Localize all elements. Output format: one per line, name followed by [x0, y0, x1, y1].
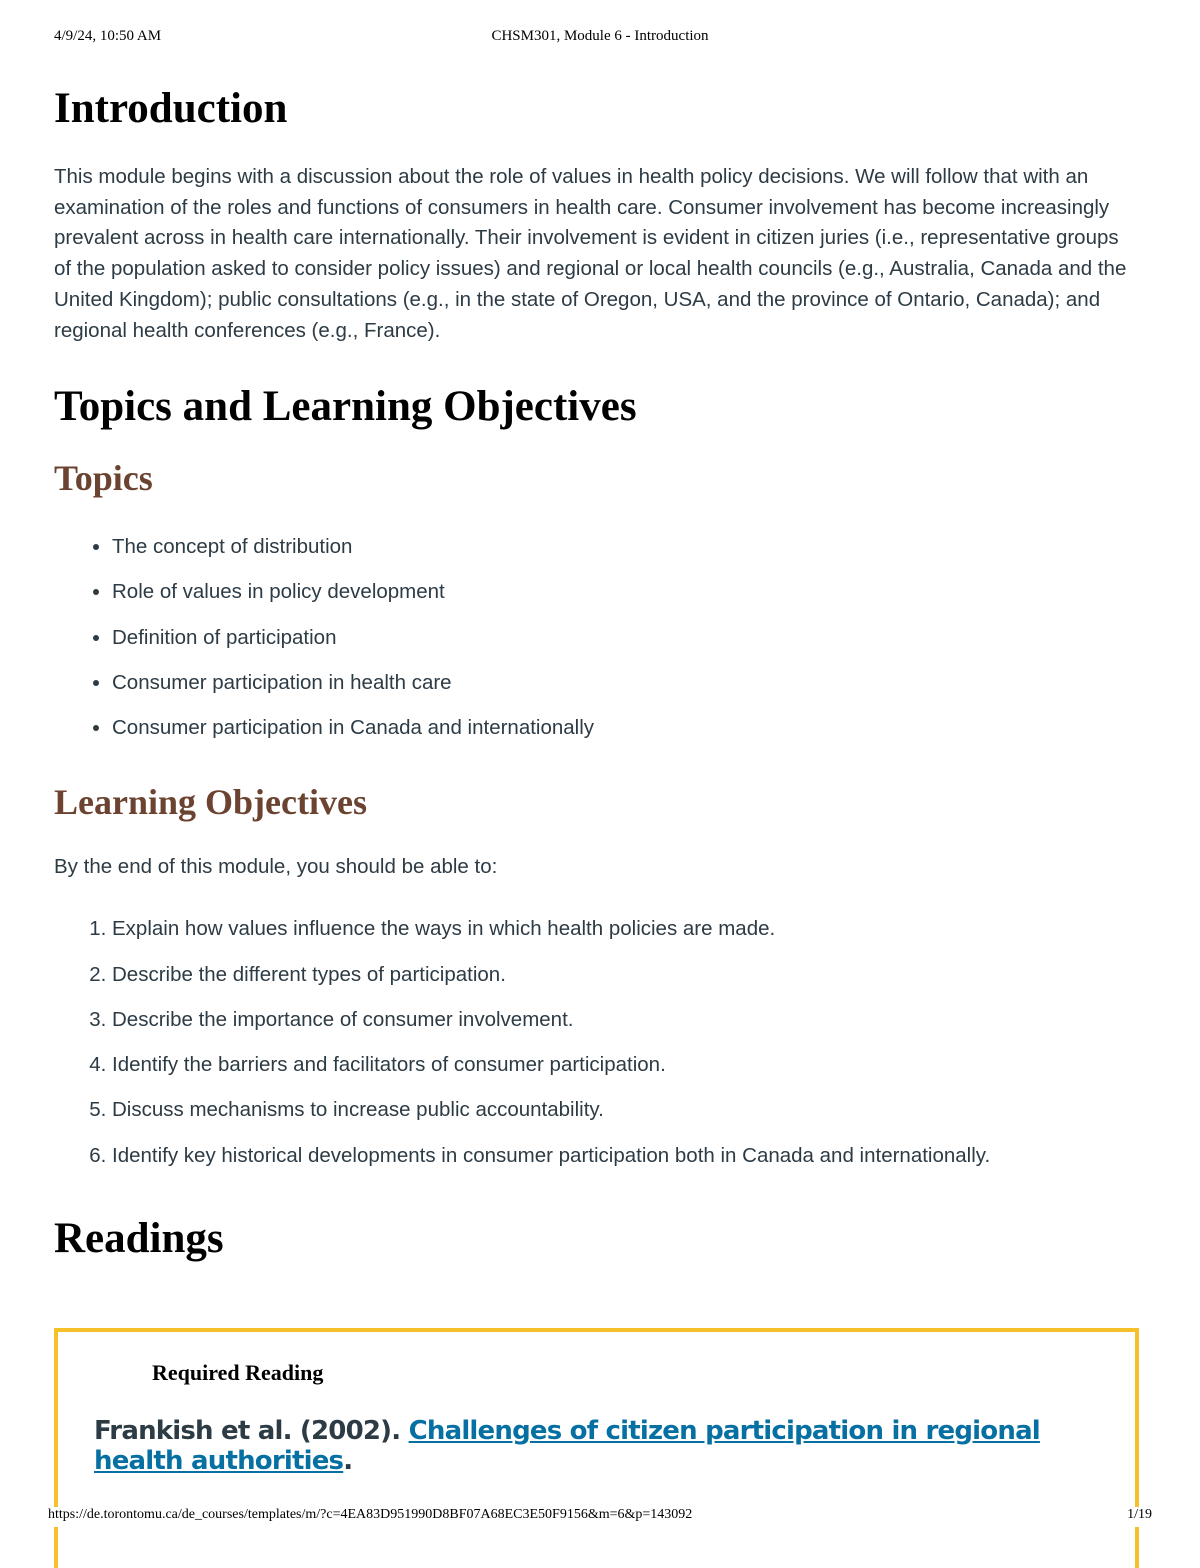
topic-item: • Consumer participation in Canada and internationally [112, 705, 1139, 750]
learning-objectives-heading: Learning Objectives [54, 782, 367, 823]
objective-item: 4. Identify the barriers and facilitators of consumer participation. [112, 1042, 1139, 1087]
learning-objectives-lead: By the end of this module, you should be able to: [54, 855, 498, 879]
objective-item: 3. Describe the importance of consumer involvement. [112, 997, 1139, 1042]
citation-suffix: . [343, 1446, 353, 1476]
topics-list [54, 524, 1139, 750]
print-url: https://de.torontomu.ca/de_courses/templates/m/?c=4EA83D951990D8BF07A68EC3E50F9156&m=6&p=143092 [48, 1507, 693, 1522]
required-reading-box [54, 1328, 1139, 1568]
objective-item: 2. Describe the different types of participation. [112, 952, 1139, 997]
topic-item: • Definition of participation [112, 615, 1139, 660]
required-reading-label: Required Reading [152, 1360, 324, 1385]
introduction-paragraph: This module begins with a discussion about the role of values in health policy decisions. We will follow that with an examination of the roles and functions of consumers in health care. Consumer involvement has become increasingly prevalent across in health care internationally. Their involvement is evident in citizen juries (i.e., representative groups of the population asked to consider policy issues) and regional or local health councils (e.g., Australia, Canada and the United Kingdom); public consultations (e.g., in the state of Oregon, USA, and the province of Ontario, Canada); and regional health conferences (e.g., France). [54, 165, 1127, 342]
topic-item: • Role of values in policy development [112, 569, 1139, 614]
objective-item: 5. Discuss mechanisms to increase public accountability. [112, 1087, 1139, 1132]
topics-heading: Topics [54, 458, 153, 499]
print-header [54, 28, 1146, 48]
topic-item: • Consumer participation in health care [112, 660, 1139, 705]
reading-link[interactable]: Challenges of citizen participation in regional health authorities [94, 1416, 1040, 1476]
objective-item: 1. Explain how values influence the ways in which health policies are made. [112, 906, 1139, 951]
print-datetime: 4/9/24, 10:50 AM [54, 28, 162, 44]
page-number: 1/19 [1127, 1507, 1152, 1522]
readings-heading: Readings [54, 1215, 224, 1263]
citation-prefix: Frankish et al. (2002). [94, 1416, 409, 1446]
topics-objectives-heading: Topics and Learning Objectives [54, 383, 637, 431]
introduction-heading: Introduction [54, 85, 288, 132]
objective-item: 6. Identify key historical developments in consumer participation both in Canada and internationally. [112, 1133, 1139, 1178]
reading-citation [94, 1416, 1094, 1476]
objectives-list [54, 906, 1139, 1178]
page-content [54, 82, 1139, 1266]
topic-item: • The concept of distribution [112, 524, 1139, 569]
print-doc-title: CHSM301, Module 6 - Introduction [491, 28, 709, 44]
print-footer [48, 1507, 1152, 1527]
